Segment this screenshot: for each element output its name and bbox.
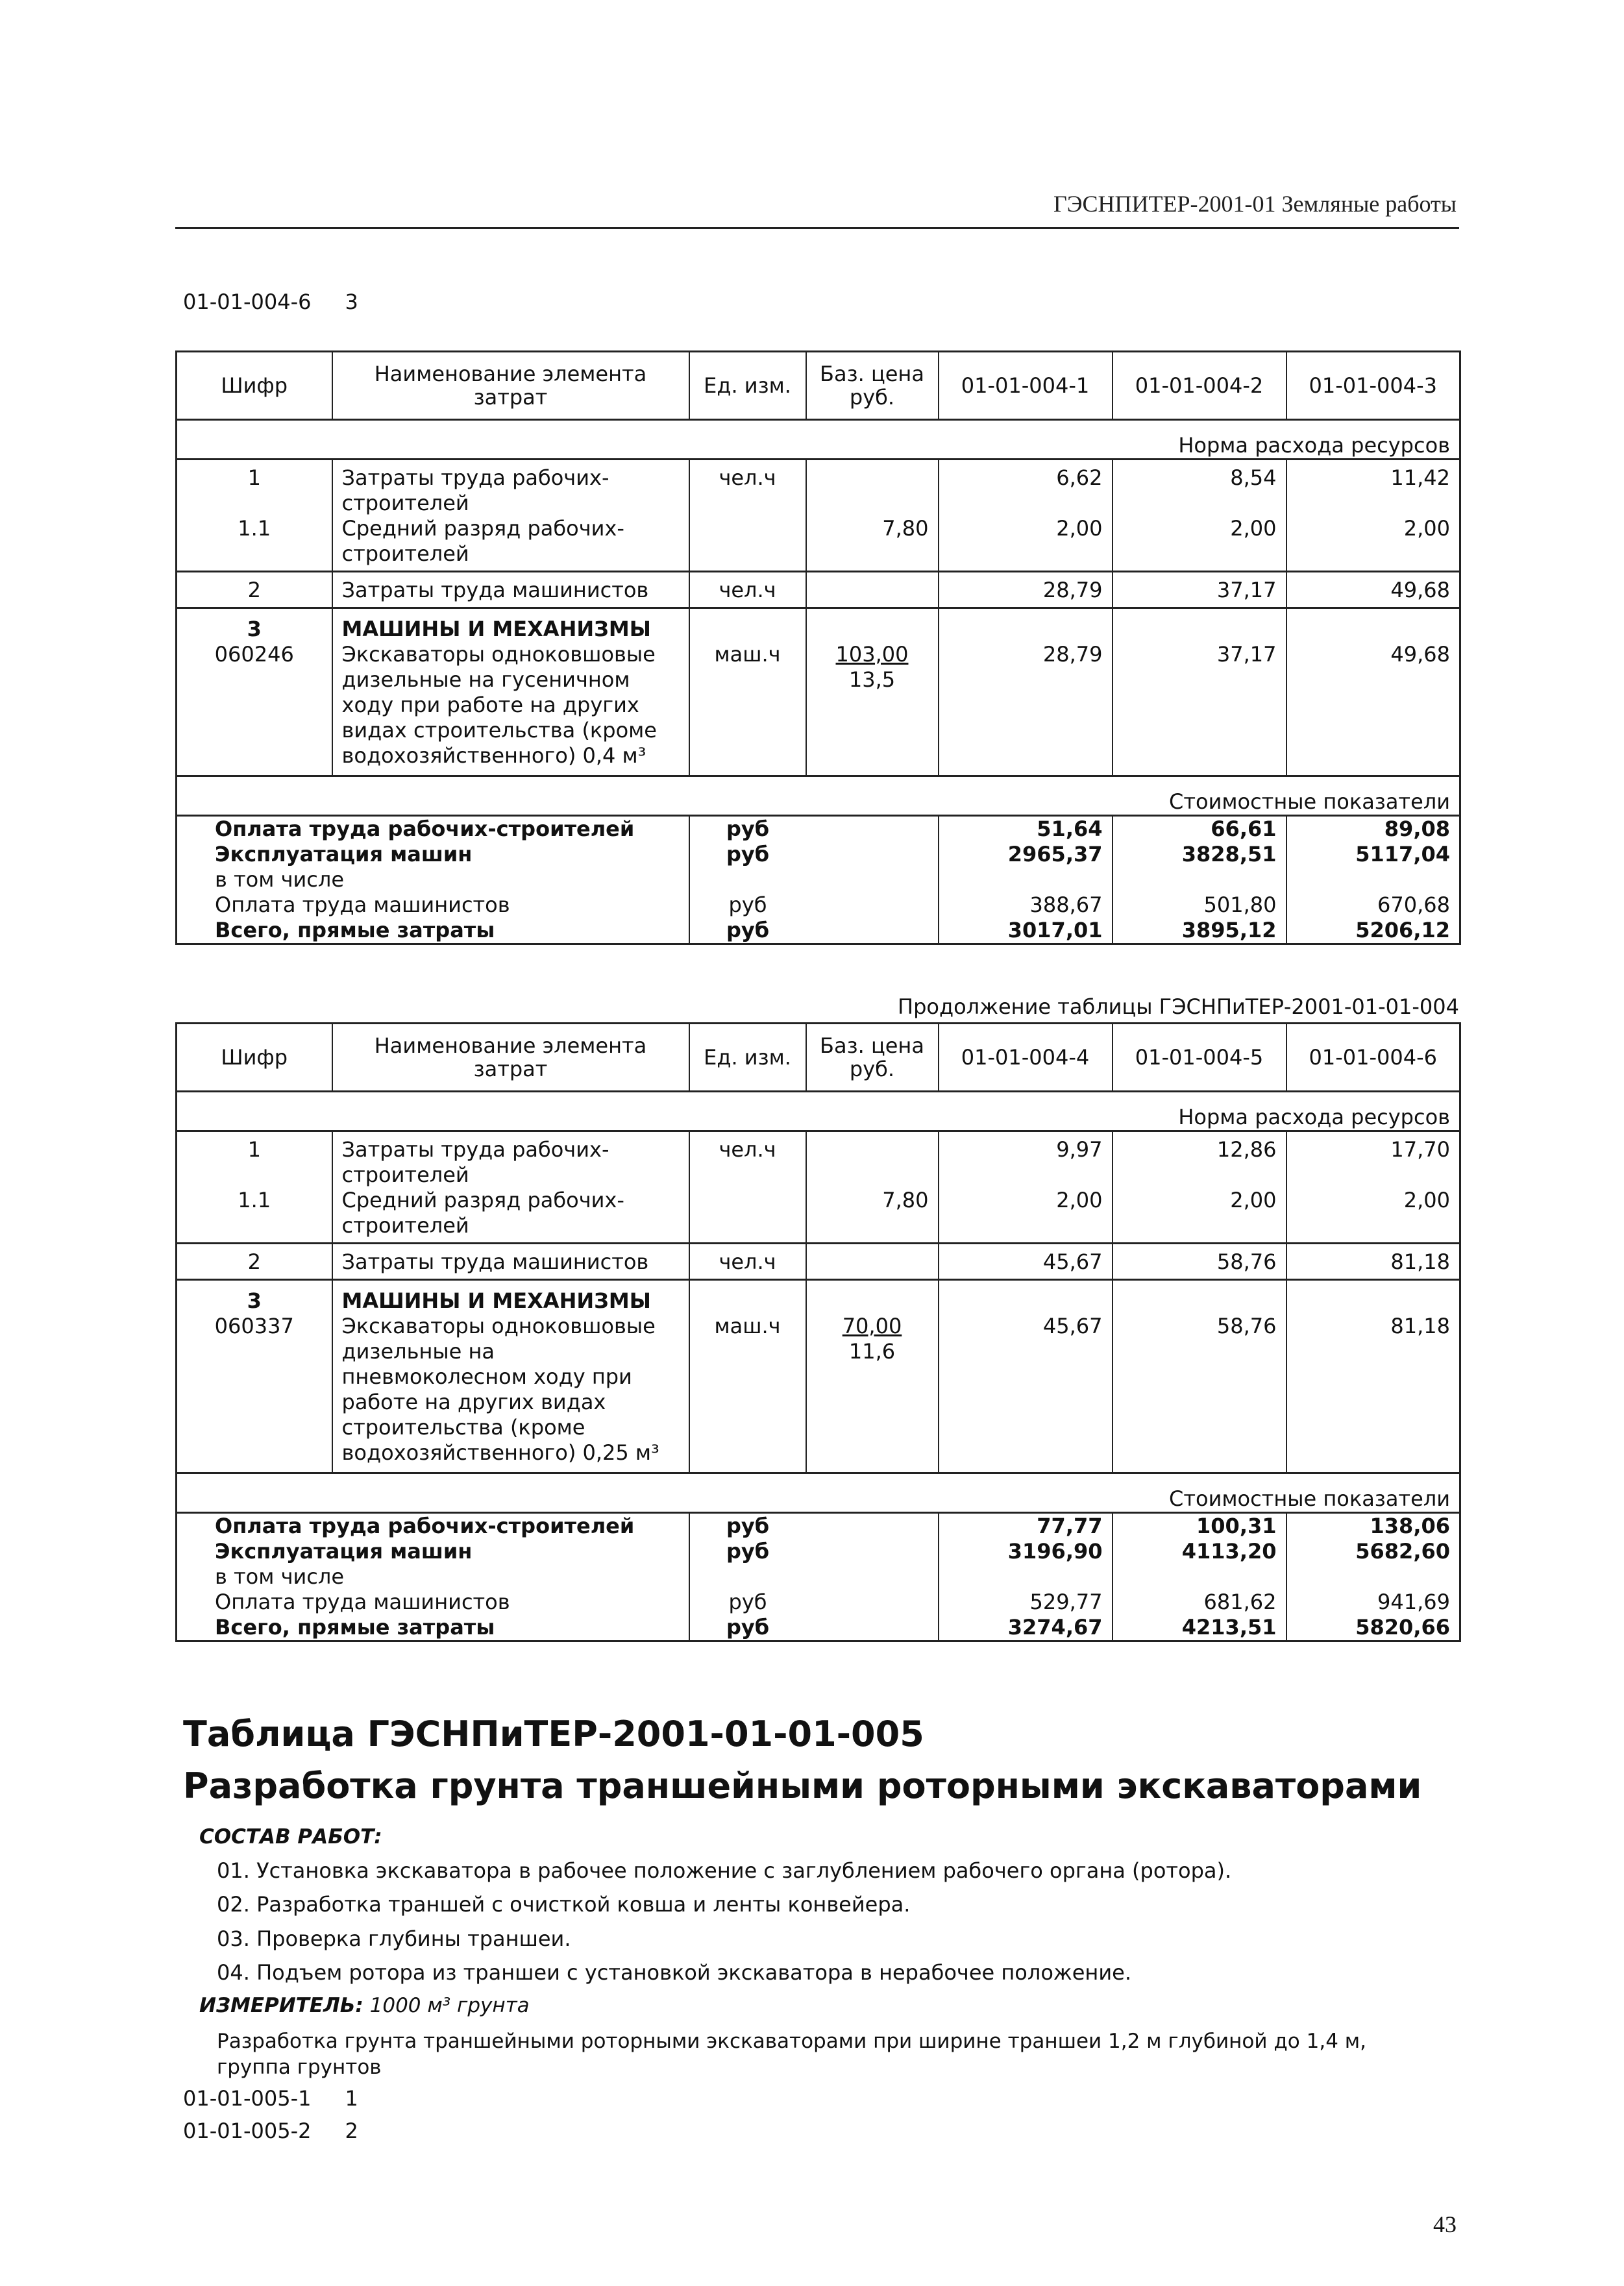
cost-v3: 5820,66 bbox=[1286, 1615, 1460, 1641]
row-code: 1.1 bbox=[177, 516, 332, 572]
cost-v1: 3017,01 bbox=[939, 918, 1113, 944]
table-row bbox=[177, 608, 1460, 643]
row-unit: чел.ч bbox=[689, 1244, 806, 1280]
col-header-code: Шифр bbox=[177, 352, 332, 420]
cost-unit: руб bbox=[689, 816, 806, 842]
cost-name: Оплата труда рабочих-строителей bbox=[177, 816, 689, 842]
row-name: Экскаваторы одноковшовые дизельные на гусеничном ходу при работе на других видах строительства (кроме водохозяйственного) 0,4 м³ bbox=[332, 642, 689, 776]
row-name: Затраты труда машинистов bbox=[332, 572, 689, 608]
work-item: 02. Разработка траншей с очисткой ковша и ленты конвейера. bbox=[217, 1892, 911, 1917]
col-header-v2: 01-01-004-5 bbox=[1113, 1024, 1286, 1092]
row-v1: 45,67 bbox=[939, 1244, 1113, 1280]
cost-row bbox=[177, 918, 1460, 944]
header-divider bbox=[175, 227, 1459, 229]
resource-table-1 bbox=[175, 350, 1461, 945]
cost-price bbox=[806, 1615, 939, 1641]
table-continuation-label: Продолжение таблицы ГЭСНПиТЕР-2001-01-01-004 bbox=[898, 994, 1459, 1019]
entry-line bbox=[183, 2119, 358, 2143]
cost-unit: руб bbox=[689, 1590, 806, 1615]
table-header-row bbox=[177, 352, 1460, 420]
cost-v2: 3828,51 bbox=[1113, 842, 1286, 867]
row-price: 7,80 bbox=[806, 516, 939, 572]
work-item: 04. Подъем ротора из траншеи с установкой экскаватора в нерабочее положение. bbox=[217, 1960, 1131, 1985]
col-header-code: Шифр bbox=[177, 1024, 332, 1092]
col-header-v3: 01-01-004-6 bbox=[1286, 1024, 1460, 1092]
table-row bbox=[177, 572, 1460, 608]
cost-name: в том числе bbox=[177, 1564, 689, 1590]
entry-number: 2 bbox=[345, 2119, 358, 2143]
row-price bbox=[806, 1280, 939, 1314]
row-code: 2 bbox=[177, 572, 332, 608]
table-row bbox=[177, 460, 1460, 517]
cost-label: Стоимостные показатели bbox=[177, 1473, 1460, 1513]
row-name: Затраты труда рабочих-строителей bbox=[332, 460, 689, 517]
cost-v1 bbox=[939, 867, 1113, 892]
cost-v1: 3196,90 bbox=[939, 1539, 1113, 1564]
row-price-cell bbox=[806, 642, 939, 776]
cost-row bbox=[177, 1539, 1460, 1564]
meter-line bbox=[199, 1994, 530, 2017]
entry-number: 1 bbox=[345, 2086, 358, 2111]
cost-name: Оплата труда машинистов bbox=[177, 1590, 689, 1615]
row-price-secondary: 13,5 bbox=[848, 667, 896, 692]
row-price-cell bbox=[806, 1314, 939, 1473]
row-v2 bbox=[1113, 1280, 1286, 1314]
row-unit: чел.ч bbox=[689, 572, 806, 608]
row-unit bbox=[689, 608, 806, 643]
row-price bbox=[806, 460, 939, 517]
cost-v3 bbox=[1286, 867, 1460, 892]
row-name: Средний разряд рабочих-строителей bbox=[332, 1188, 689, 1244]
col-header-unit: Ед. изм. bbox=[689, 352, 806, 420]
cost-price bbox=[806, 1513, 939, 1540]
row-code: 1 bbox=[177, 1131, 332, 1188]
row-unit: маш.ч bbox=[689, 1314, 806, 1473]
cost-price bbox=[806, 918, 939, 944]
col-header-unit: Ед. изм. bbox=[689, 1024, 806, 1092]
cost-row bbox=[177, 816, 1460, 842]
row-v1 bbox=[939, 608, 1113, 643]
row-v3 bbox=[1286, 608, 1460, 643]
cost-v2 bbox=[1113, 1564, 1286, 1590]
row-unit bbox=[689, 516, 806, 572]
row-name: Экскаваторы одноковшовые дизельные на пневмоколесном ходу при работе на других видах строительства (кроме водохозяйственного) 0,25 м³ bbox=[332, 1314, 689, 1473]
col-header-v1: 01-01-004-4 bbox=[939, 1024, 1113, 1092]
cost-price bbox=[806, 1564, 939, 1590]
work-composition-label: СОСТАВ РАБОТ: bbox=[199, 1825, 382, 1849]
row-price bbox=[806, 608, 939, 643]
cost-v2: 4113,20 bbox=[1113, 1539, 1286, 1564]
cost-v2: 681,62 bbox=[1113, 1590, 1286, 1615]
row-v1: 45,67 bbox=[939, 1314, 1113, 1473]
row-v3: 81,18 bbox=[1286, 1314, 1460, 1473]
cost-price bbox=[806, 842, 939, 867]
cost-unit: руб bbox=[689, 918, 806, 944]
cost-v1: 2965,37 bbox=[939, 842, 1113, 867]
cost-section-row bbox=[177, 776, 1460, 816]
row-name: МАШИНЫ И МЕХАНИЗМЫ bbox=[332, 1280, 689, 1314]
row-v2: 58,76 bbox=[1113, 1244, 1286, 1280]
table-row bbox=[177, 1188, 1460, 1244]
cost-v2: 100,31 bbox=[1113, 1513, 1286, 1540]
cost-v2 bbox=[1113, 867, 1286, 892]
row-v3 bbox=[1286, 1280, 1460, 1314]
row-unit: чел.ч bbox=[689, 460, 806, 517]
cost-v2: 66,61 bbox=[1113, 816, 1286, 842]
cost-section-row bbox=[177, 1473, 1460, 1513]
cost-name: в том числе bbox=[177, 867, 689, 892]
cost-unit bbox=[689, 867, 806, 892]
cost-row bbox=[177, 1564, 1460, 1590]
cost-row bbox=[177, 892, 1460, 918]
cost-name: Всего, прямые затраты bbox=[177, 918, 689, 944]
row-v3: 17,70 bbox=[1286, 1131, 1460, 1188]
row-code: 1 bbox=[177, 460, 332, 517]
row-v1: 6,62 bbox=[939, 460, 1113, 517]
cost-v2: 501,80 bbox=[1113, 892, 1286, 918]
page-number: 43 bbox=[1433, 2211, 1457, 2237]
table1-code-number: 3 bbox=[345, 289, 358, 314]
cost-name: Оплата труда рабочих-строителей bbox=[177, 1513, 689, 1540]
row-unit: чел.ч bbox=[689, 1131, 806, 1188]
cost-row bbox=[177, 1590, 1460, 1615]
entry-line bbox=[183, 2086, 358, 2111]
cost-v3: 5206,12 bbox=[1286, 918, 1460, 944]
cost-v1: 77,77 bbox=[939, 1513, 1113, 1540]
cost-v3: 5682,60 bbox=[1286, 1539, 1460, 1564]
table-header-row bbox=[177, 1024, 1460, 1092]
row-name: Средний разряд рабочих-строителей bbox=[332, 516, 689, 572]
row-code: 060337 bbox=[177, 1314, 332, 1473]
col-header-name: Наименование элемента затрат bbox=[332, 352, 689, 420]
cost-v3: 89,08 bbox=[1286, 816, 1460, 842]
cost-v3: 941,69 bbox=[1286, 1590, 1460, 1615]
norm-section-row bbox=[177, 420, 1460, 460]
row-code: 1.1 bbox=[177, 1188, 332, 1244]
table-row bbox=[177, 516, 1460, 572]
row-name: МАШИНЫ И МЕХАНИЗМЫ bbox=[332, 608, 689, 643]
row-price-secondary: 11,6 bbox=[848, 1339, 896, 1364]
row-v1 bbox=[939, 1280, 1113, 1314]
col-header-price: Баз. цена руб. bbox=[806, 352, 939, 420]
cost-v1: 3274,67 bbox=[939, 1615, 1113, 1641]
cost-v2: 4213,51 bbox=[1113, 1615, 1286, 1641]
cost-name: Оплата труда машинистов bbox=[177, 892, 689, 918]
cost-price bbox=[806, 1539, 939, 1564]
section-subtitle: Разработка грунта траншейными роторными экскаваторами bbox=[183, 1765, 1422, 1806]
row-v2: 12,86 bbox=[1113, 1131, 1286, 1188]
cost-price bbox=[806, 867, 939, 892]
row-v2: 37,17 bbox=[1113, 572, 1286, 608]
cost-v1: 51,64 bbox=[939, 816, 1113, 842]
table-row bbox=[177, 1280, 1460, 1314]
row-v3: 11,42 bbox=[1286, 460, 1460, 517]
row-code: 3 bbox=[177, 1280, 332, 1314]
table1-code-line bbox=[183, 289, 358, 314]
table-row bbox=[177, 1244, 1460, 1280]
cost-unit bbox=[689, 1564, 806, 1590]
row-v3: 49,68 bbox=[1286, 642, 1460, 776]
entry-code: 01-01-005-2 bbox=[183, 2119, 312, 2143]
col-header-v1: 01-01-004-1 bbox=[939, 352, 1113, 420]
col-header-v2: 01-01-004-2 bbox=[1113, 352, 1286, 420]
cost-v1: 529,77 bbox=[939, 1590, 1113, 1615]
work-item: 01. Установка экскаватора в рабочее положение с заглублением рабочего органа (ротора). bbox=[217, 1858, 1232, 1883]
col-header-v3: 01-01-004-3 bbox=[1286, 352, 1460, 420]
cost-label: Стоимостные показатели bbox=[177, 776, 1460, 816]
cost-price bbox=[806, 1590, 939, 1615]
cost-price bbox=[806, 816, 939, 842]
col-header-price: Баз. цена руб. bbox=[806, 1024, 939, 1092]
cost-row bbox=[177, 867, 1460, 892]
table-row bbox=[177, 1314, 1460, 1473]
row-name: Затраты труда рабочих-строителей bbox=[332, 1131, 689, 1188]
section-title: Таблица ГЭСНПиТЕР-2001-01-01-005 bbox=[183, 1714, 924, 1754]
cost-v2: 3895,12 bbox=[1113, 918, 1286, 944]
cost-v1 bbox=[939, 1564, 1113, 1590]
table-row bbox=[177, 642, 1460, 776]
row-v3: 81,18 bbox=[1286, 1244, 1460, 1280]
cost-v3: 670,68 bbox=[1286, 892, 1460, 918]
meter-label: ИЗМЕРИТЕЛЬ: bbox=[199, 1994, 363, 2017]
running-header: ГЭСНПИТЕР-2001-01 Земляные работы bbox=[1053, 191, 1457, 217]
row-unit bbox=[689, 1280, 806, 1314]
row-v2: 58,76 bbox=[1113, 1314, 1286, 1473]
section-description: Разработка грунта траншейными роторными экскаваторами при ширине траншеи 1,2 м глубиной до 1,4 м, группа грунтов bbox=[217, 2030, 1367, 2079]
cost-unit: руб bbox=[689, 1513, 806, 1540]
row-unit bbox=[689, 1188, 806, 1244]
cost-row bbox=[177, 842, 1460, 867]
cost-row bbox=[177, 1513, 1460, 1540]
cost-unit: руб bbox=[689, 1539, 806, 1564]
row-price bbox=[806, 572, 939, 608]
norm-section-row bbox=[177, 1092, 1460, 1131]
norm-label: Норма расхода ресурсов bbox=[177, 1092, 1460, 1131]
resource-table-2 bbox=[175, 1022, 1461, 1642]
row-v3: 49,68 bbox=[1286, 572, 1460, 608]
cost-name: Эксплуатация машин bbox=[177, 842, 689, 867]
meter-value: 1000 м³ грунта bbox=[369, 1994, 530, 2017]
row-v2: 8,54 bbox=[1113, 460, 1286, 517]
norm-label: Норма расхода ресурсов bbox=[177, 420, 1460, 460]
row-v2: 2,00 bbox=[1113, 516, 1286, 572]
cost-name: Всего, прямые затраты bbox=[177, 1615, 689, 1641]
row-v1: 2,00 bbox=[939, 1188, 1113, 1244]
cost-v3: 5117,04 bbox=[1286, 842, 1460, 867]
cost-v3: 138,06 bbox=[1286, 1513, 1460, 1540]
row-price: 103,00 bbox=[835, 642, 909, 667]
row-unit: маш.ч bbox=[689, 642, 806, 776]
row-price: 7,80 bbox=[806, 1188, 939, 1244]
cost-name: Эксплуатация машин bbox=[177, 1539, 689, 1564]
cost-price bbox=[806, 892, 939, 918]
cost-unit: руб bbox=[689, 892, 806, 918]
row-price: 70,00 bbox=[842, 1314, 902, 1338]
table1-code: 01-01-004-6 bbox=[183, 289, 312, 314]
col-header-name: Наименование элемента затрат bbox=[332, 1024, 689, 1092]
row-v1: 9,97 bbox=[939, 1131, 1113, 1188]
row-v1: 28,79 bbox=[939, 642, 1113, 776]
row-v3: 2,00 bbox=[1286, 516, 1460, 572]
entry-code: 01-01-005-1 bbox=[183, 2086, 312, 2111]
row-v2 bbox=[1113, 608, 1286, 643]
cost-row bbox=[177, 1615, 1460, 1641]
cost-unit: руб bbox=[689, 842, 806, 867]
row-v1: 2,00 bbox=[939, 516, 1113, 572]
row-v3: 2,00 bbox=[1286, 1188, 1460, 1244]
row-v2: 37,17 bbox=[1113, 642, 1286, 776]
row-price bbox=[806, 1244, 939, 1280]
cost-v3 bbox=[1286, 1564, 1460, 1590]
work-item: 03. Проверка глубины траншеи. bbox=[217, 1926, 571, 1951]
table-row bbox=[177, 1131, 1460, 1188]
cost-unit: руб bbox=[689, 1615, 806, 1641]
row-code: 2 bbox=[177, 1244, 332, 1280]
cost-v1: 388,67 bbox=[939, 892, 1113, 918]
row-code: 3 bbox=[177, 608, 332, 643]
row-code: 060246 bbox=[177, 642, 332, 776]
row-price bbox=[806, 1131, 939, 1188]
row-v1: 28,79 bbox=[939, 572, 1113, 608]
row-name: Затраты труда машинистов bbox=[332, 1244, 689, 1280]
row-v2: 2,00 bbox=[1113, 1188, 1286, 1244]
